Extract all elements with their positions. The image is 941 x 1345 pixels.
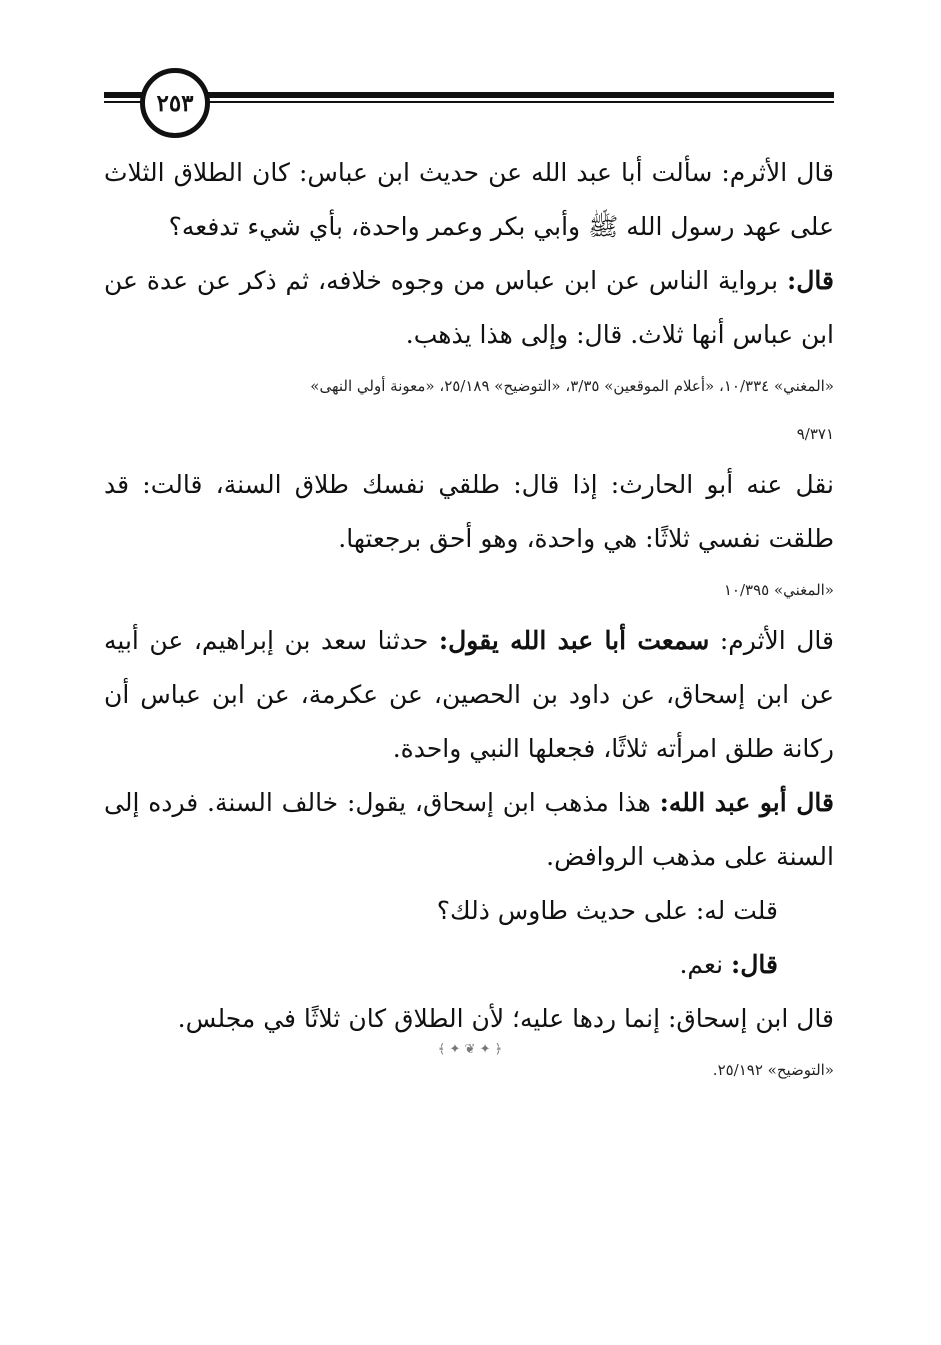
- header-rule-thick: [104, 92, 834, 98]
- source-reference: «المغني» ١٠/٣٩٥: [723, 581, 834, 599]
- paragraph: [104, 938, 834, 992]
- source-reference: «التوضيح» ٢٥/١٩٢.: [712, 1061, 834, 1079]
- source-reference: ٩/٣٧١: [796, 425, 834, 443]
- paragraph: [104, 992, 834, 1046]
- paragraph: [104, 254, 834, 362]
- page-number-badge: [140, 68, 210, 138]
- paragraph-text: قال ابن إسحاق: إنما ردها عليه؛ لأن الطلاق كان ثلاثًا في مجلس.: [177, 1004, 834, 1033]
- paragraph-text: حدثنا سعد بن إبراهيم، عن أبيه عن ابن إسحاق، عن داود بن الحصين، عن عكرمة، عن ابن عباس أن ركانة طلق امرأته ثلاثًا، فجعلها النبي واحدة.: [104, 626, 834, 763]
- header-rule-thin: [104, 101, 834, 103]
- paragraph-lead: قال:: [731, 950, 778, 979]
- page-header: [104, 68, 834, 138]
- source-reference: «المغني» ١٠/٣٣٤، «أعلام الموقعين» ٣/٣٥، «التوضيح» ٢٥/١٨٩، «معونة أولي النهى»: [310, 377, 834, 395]
- paragraph: [104, 458, 834, 566]
- paragraph-text: نعم.: [679, 950, 732, 979]
- paragraph-text: برواية الناس عن ابن عباس من وجوه خلافه، ثم ذكر عن عدة عن ابن عباس أنها ثلاث. قال: وإلى هذا يذهب.: [104, 266, 834, 349]
- paragraph: [104, 884, 834, 938]
- paragraph-lead: سمعت أبا عبد الله يقول:: [438, 626, 710, 655]
- paragraph-text: نقل عنه أبو الحارث: إذا قال: طلقي نفسك طلاق السنة، قالت: قد طلقت نفسي ثلاثًا: هي واحدة، وهو أحق برجعتها.: [104, 470, 834, 553]
- paragraph-text: قال الأثرم:: [709, 626, 835, 655]
- paragraph: [104, 614, 834, 776]
- page-number: ٢٥٣: [156, 89, 194, 117]
- paragraph-lead: قال:: [787, 266, 834, 295]
- page-body: [104, 146, 834, 1094]
- paragraph-text: قلت له: على حديث طاوس ذلك؟: [436, 896, 778, 925]
- paragraph-lead: قال أبو عبد الله:: [659, 788, 834, 817]
- paragraph: [104, 776, 834, 884]
- paragraph: [104, 146, 834, 254]
- paragraph-text: قال الأثرم: سألت أبا عبد الله عن حديث ابن عباس: كان الطلاق الثلاث على عهد رسول الله ﷺ وأبي بكر وعمر واحدة، بأي شيء تدفعه؟: [104, 158, 834, 241]
- end-ornament: ﴿ ✦ ❦ ✦ ﴾: [437, 1042, 503, 1057]
- paragraph-text: هذا مذهب ابن إسحاق، يقول: خالف السنة. فرده إلى السنة على مذهب الروافض.: [104, 788, 834, 871]
